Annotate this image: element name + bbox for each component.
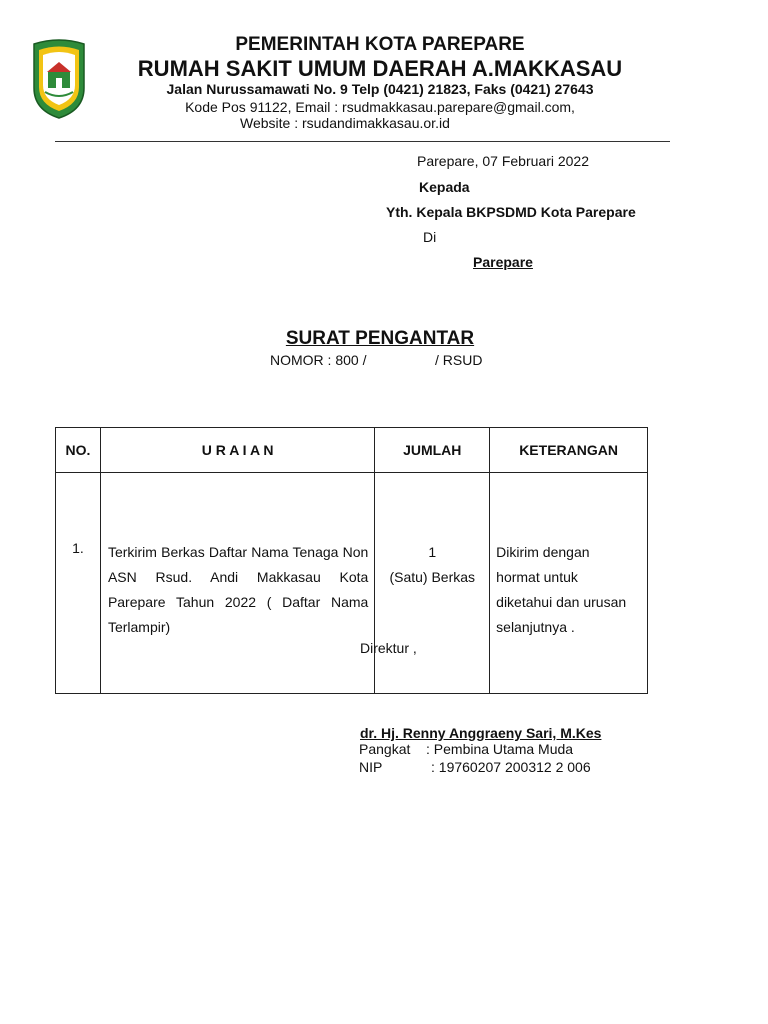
cell-uraian — [100, 473, 374, 694]
row-number: 1. — [72, 540, 84, 556]
row-note-line-3: diketahui dan urusan — [496, 594, 627, 610]
recipient-to: Kepada — [419, 179, 470, 195]
recipient-di: Di — [423, 229, 437, 245]
row-quantity-number: 1 — [428, 544, 437, 560]
recipient-addressee: Yth. Kepala BKPSDMD Kota Parepare — [386, 204, 636, 220]
cell-no — [56, 473, 101, 694]
letterhead-hospital-name: RUMAH SAKIT UMUM DAERAH A.MAKKASAU — [137, 56, 623, 81]
row-description: Terkirim Berkas Daftar Nama Tenaga Non ASN Rsud. Andi Makkasau Kota Parepare Tahun 2022 ( Daftar Nama Terlampir) — [107, 544, 369, 635]
letter-title: SURAT PENGANTAR — [285, 328, 475, 349]
cell-keterangan — [490, 473, 648, 694]
signature-rank-value: : Pembina Utama Muda — [426, 741, 574, 757]
header-keterangan: KETERANGAN — [490, 428, 648, 473]
row-quantity-text: (Satu) Berkas — [389, 569, 476, 585]
letter-number-prefix: NOMOR : 800 / — [270, 352, 367, 368]
row-note-line-1: Dikirim dengan — [496, 544, 590, 560]
signature-rank-label: Pangkat — [359, 741, 411, 757]
place-date: Parepare, 07 Februari 2022 — [417, 153, 589, 169]
letterhead-contact: Kode Pos 91122, Email : rsudmakkasau.parepare@gmail.com, — [185, 99, 575, 115]
table-row — [56, 473, 648, 694]
signature-nip-value: : 19760207 200312 2 006 — [431, 759, 591, 775]
header-no: NO. — [56, 428, 101, 473]
header-jumlah: JUMLAH — [375, 428, 490, 473]
items-table — [55, 427, 648, 694]
letterhead-address: Jalan Nurussamawati No. 9 Telp (0421) 21823, Faks (0421) 27643 — [166, 81, 594, 97]
letterhead-government: PEMERINTAH KOTA PAREPARE — [235, 34, 525, 55]
signature-position: Direktur , — [360, 640, 417, 656]
letter-number-suffix: / RSUD — [435, 352, 483, 368]
letterhead-divider — [55, 141, 670, 142]
letterhead-website: Website : rsudandimakkasau.or.id — [240, 115, 450, 131]
cell-jumlah — [375, 473, 490, 694]
header-uraian: U R A I A N — [100, 428, 374, 473]
signature-name: dr. Hj. Renny Anggraeny Sari, M.Kes — [360, 725, 602, 741]
row-note-line-2: hormat untuk — [496, 569, 578, 585]
recipient-city: Parepare — [473, 254, 533, 270]
table-header-row — [56, 428, 648, 473]
signature-nip-label: NIP — [359, 759, 383, 775]
row-note-line-4: selanjutnya . — [496, 619, 575, 635]
